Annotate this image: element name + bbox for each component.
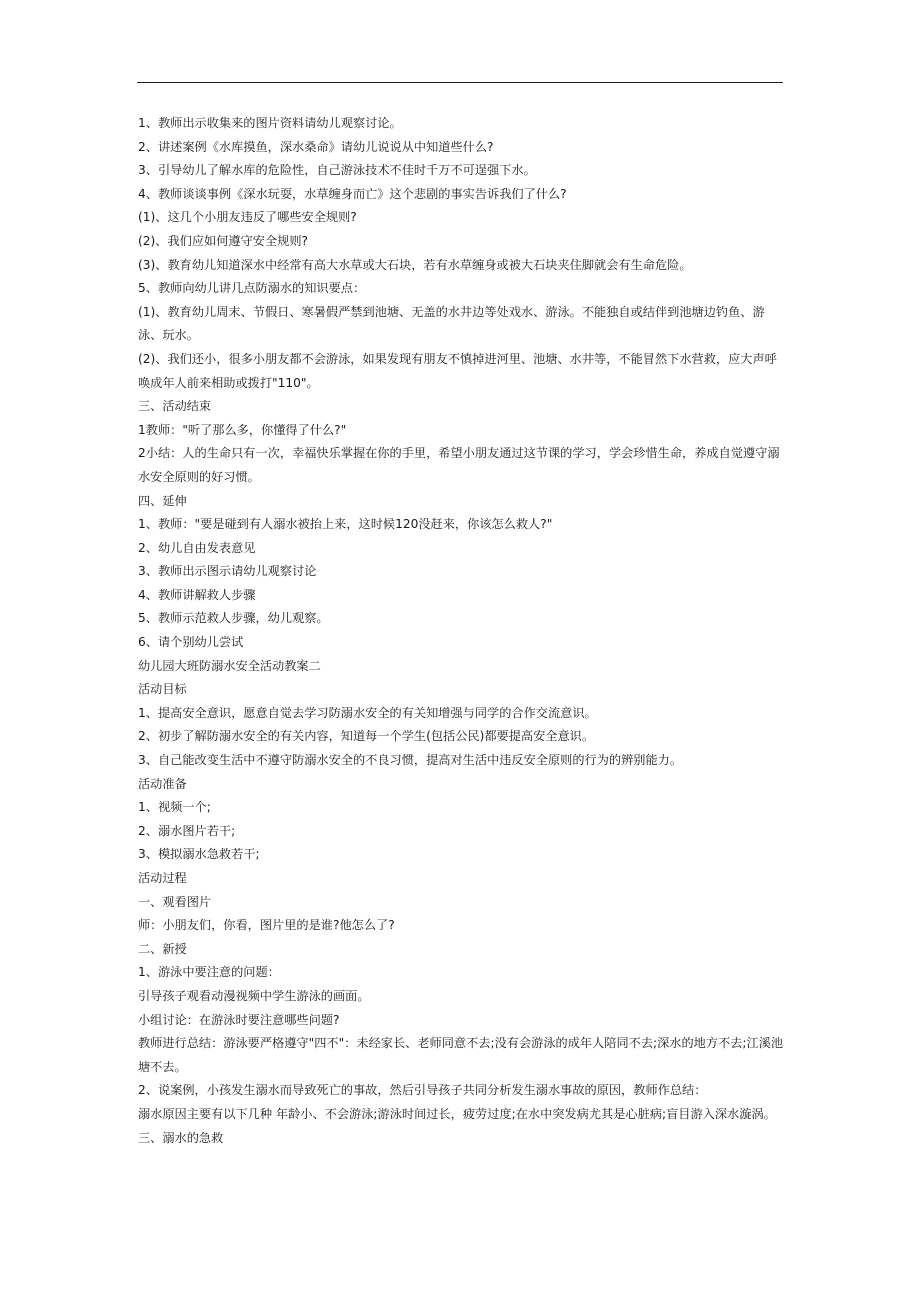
body-line: 教师进行总结：游泳要严格遵守"四不"：未经家长、老师同意不去;没有会游泳的成年人陪同不去;深水的地方不去;江溪池塘不去。	[138, 1036, 784, 1074]
body-line: 3、引导幼儿了解水库的危险性，自己游泳技术不佳时千万不可逞强下水。	[138, 163, 536, 178]
body-line: (2)、我们还小，很多小朋友都不会游泳，如果发现有朋友不慎掉进河里、池塘、水井等，不能冒然下水营救，应大声呼唤成年人前来相助或拨打"110"。	[138, 351, 777, 390]
body-line: 溺水原因主要有以下几种 年龄小、不会游泳;游泳时间过长，疲劳过度;在水中突发病尤其是心脏病;盲目游入深水漩涡。	[138, 1106, 776, 1121]
section-heading: 二、新授	[138, 941, 187, 956]
section-heading: 四、延伸	[138, 493, 187, 508]
document-body	[138, 112, 786, 1150]
body-line: 1、视频一个;	[138, 800, 211, 815]
body-line: 5、教师示范救人步骤，幼儿观察。	[138, 611, 329, 626]
body-line: 小组讨论：在游泳时要注意哪些问题?	[138, 1012, 340, 1027]
body-line: 1、教师："要是碰到有人溺水被抬上来，这时候120没赶来，你该怎么救人?"	[138, 517, 553, 532]
body-line: 2、讲述案例《水库摸鱼，深水桑命》请幼儿说说从中知道些什么?	[138, 139, 494, 154]
section-heading: 一、观看图片	[138, 894, 212, 909]
body-line: 1、教师出示收集来的图片资料请幼儿观察讨论。	[138, 116, 402, 130]
section-heading: 三、活动结束	[138, 399, 212, 414]
body-line: 3、自己能改变生活中不遵守防溺水安全的不良习惯，提高对生活中违反安全原则的行为的辨别能力。	[138, 753, 683, 768]
body-line: 2、溺水图片若干;	[138, 823, 236, 838]
body-line: 4、教师谈谈事例《深水玩耍，水草缠身而亡》这个悲剧的事实告诉我们了什么?	[138, 186, 567, 201]
body-line: 1教师："听了那么多，你懂得了什么?"	[138, 422, 347, 437]
body-line: 4、教师讲解救人步骤	[138, 587, 256, 602]
body-line: 2、幼儿自由发表意见	[138, 540, 256, 555]
body-line: (2)、我们应如何遵守安全规则?	[138, 233, 308, 248]
body-line: 3、模拟溺水急救若干;	[138, 847, 260, 862]
body-line: 6、请个别幼儿尝试	[138, 635, 244, 650]
body-line: 引导孩子观看动漫视频中学生游泳的画面。	[138, 988, 370, 1003]
body-line: 3、教师出示图示请幼儿观察讨论	[138, 564, 317, 579]
document-subtitle: 幼儿园大班防溺水安全活动教案二	[138, 658, 321, 673]
body-line: (1)、这几个小朋友违反了哪些安全规则?	[138, 210, 357, 225]
body-line: 2、初步了解防溺水安全的有关内容，知道每一个学生(包括公民)都要提高安全意识。	[138, 729, 595, 744]
section-heading: 活动目标	[138, 682, 187, 697]
body-line: 师：小朋友们，你看，图片里的是谁?他怎么了?	[138, 918, 395, 933]
body-line: 1、提高安全意识，愿意自觉去学习防溺水安全的有关知增强与同学的合作交流意识。	[138, 705, 597, 720]
body-line: (1)、教育幼儿周末、节假日、寒暑假严禁到池塘、无盖的水井边等处戏水、游泳。不能独自或结伴到池塘边钓鱼、游泳、玩水。	[138, 304, 765, 343]
body-line: 2、说案例，小孩发生溺水而导致死亡的事故，然后引导孩子共同分析发生溺水事故的原因，教师作总结：	[138, 1083, 707, 1098]
header-rule	[137, 82, 783, 83]
section-heading: 活动准备	[138, 776, 187, 791]
section-heading: 三、溺水的急救	[138, 1130, 224, 1145]
body-line: (3)、教育幼儿知道深水中经常有高大水草或大石块，若有水草缠身或被大石块夹住脚就会有生命危险。	[138, 257, 692, 272]
body-line: 2小结：人的生命只有一次，幸福快乐掌握在你的手里，希望小朋友通过这节课的学习，学会珍惜生命，养成自觉遵守溺水安全原则的好习惯。	[138, 446, 780, 484]
section-heading: 活动过程	[138, 871, 187, 885]
body-line: 5、教师向幼儿讲几点防溺水的知识要点：	[138, 281, 366, 296]
body-line: 1、游泳中要注意的问题：	[138, 965, 280, 980]
